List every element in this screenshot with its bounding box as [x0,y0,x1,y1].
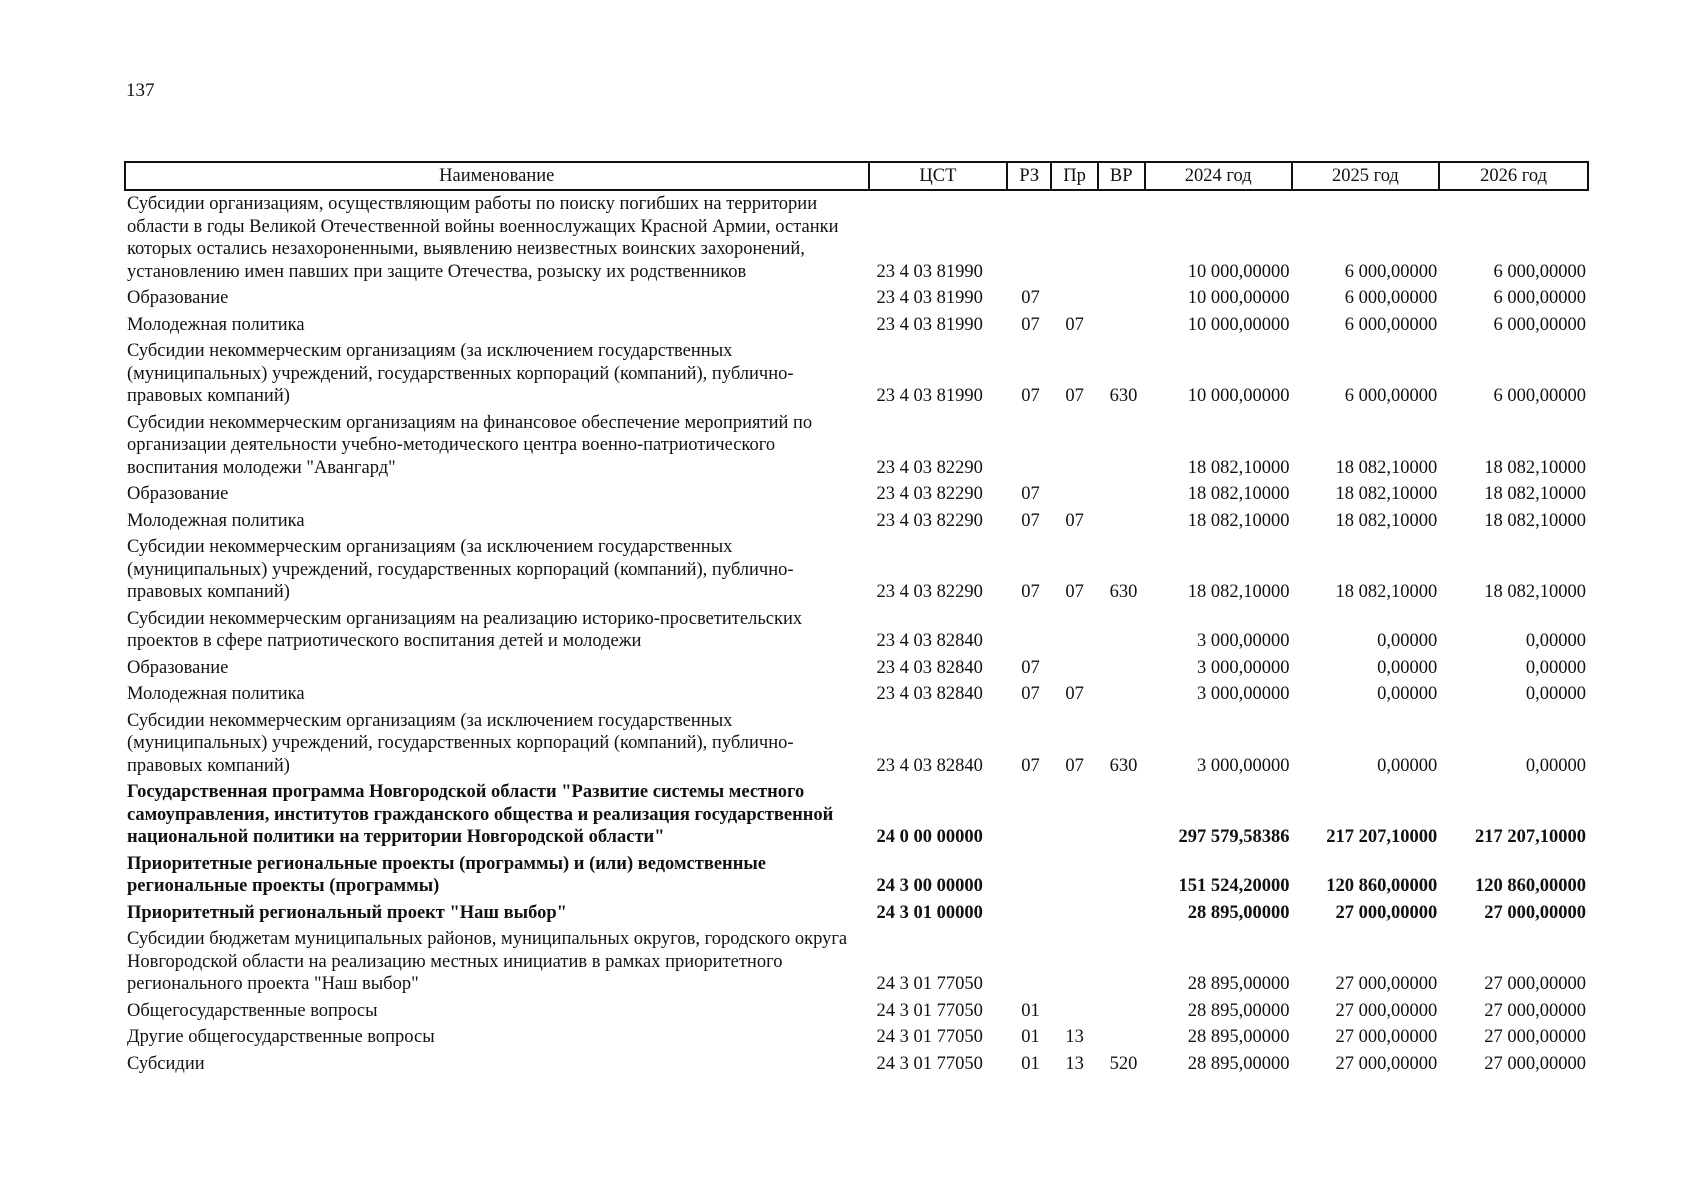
cell-vr [1098,481,1145,508]
table-row [125,900,1588,927]
cell-2025: 27 000,00000 [1335,902,1438,923]
table-row [125,708,1588,780]
cell-2026: 6 000,00000 [1493,261,1586,282]
cell-cst: 24 3 01 00000 [876,902,983,923]
header-rz: РЗ [1007,162,1051,190]
cell-name: Приоритетные региональные проекты (программы) и (или) ведомственные региональные проекты (программы) [127,853,767,896]
table-row [125,508,1588,535]
cell-name: Молодежная политика [127,314,305,335]
cell-2024: 297 579,58386 [1178,827,1290,847]
cell-2025: 27 000,00000 [1335,974,1438,994]
page-number: 137 [126,80,155,101]
cell-rz: 01 [1021,1000,1040,1021]
cell-cst: 24 3 00 00000 [876,876,983,896]
cell-pr [1051,481,1097,508]
cell-pr: 07 [1065,386,1084,406]
cell-2026: 18 082,10000 [1484,484,1586,504]
cell-name: Молодежная политика [127,510,305,531]
header-pr: Пр [1051,162,1097,190]
cell-2025: 0,00000 [1377,684,1438,704]
cell-name: Субсидии бюджетам муниципальных районов, муниципальных округов, городского округа Новгородской области на реализацию местных инициатив в рамках приоритетного регионального проекта "Наш выбор" [127,929,848,994]
table-row [125,606,1588,655]
table-row [125,681,1588,708]
cell-name: Образование [127,657,229,678]
cell-pr [1051,190,1097,285]
cell-2025: 0,00000 [1377,755,1438,776]
cell-2025: 18 082,10000 [1335,484,1438,504]
table-body [125,190,1588,1077]
cell-2024: 18 082,10000 [1187,582,1290,602]
cell-vr [1098,508,1145,535]
cell-name: Субсидии некоммерческим организациям (за исключением государственных (муниципальных) учреждений, государственных корпораций (компаний), публично-правовых компаний) [127,537,794,602]
cell-2026: 120 860,00000 [1475,876,1586,896]
cell-2026: 0,00000 [1525,684,1586,704]
cell-2025: 217 207,10000 [1326,827,1438,847]
cell-2024: 10 000,00000 [1187,314,1290,335]
cell-2026: 27 000,00000 [1484,974,1586,994]
cell-pr: 07 [1065,314,1084,335]
table-row [125,312,1588,339]
header-2026: 2026 год [1439,162,1588,190]
cell-rz: 07 [1021,657,1040,678]
cell-2025: 6 000,00000 [1344,314,1438,335]
cell-2024: 18 082,10000 [1187,484,1290,504]
cell-cst: 23 4 03 82840 [876,631,983,651]
cell-pr: 07 [1065,684,1084,704]
cell-cst: 23 4 03 81990 [876,288,983,308]
table-row [125,1051,1588,1078]
cell-2025: 0,00000 [1377,631,1438,651]
table-row [125,190,1588,285]
cell-vr [1098,681,1145,708]
cell-2024: 28 895,00000 [1187,1027,1290,1047]
cell-vr [1098,779,1145,851]
cell-rz [1007,900,1051,927]
cell-vr [1098,926,1145,998]
cell-name: Молодежная политика [127,684,305,704]
header-2025: 2025 год [1292,162,1440,190]
cell-vr: 520 [1109,1053,1138,1074]
cell-pr [1051,410,1097,482]
cell-2026: 18 082,10000 [1484,457,1586,478]
cell-vr [1098,655,1145,682]
table-row [125,779,1588,851]
cell-rz: 07 [1021,288,1040,308]
cell-vr [1098,410,1145,482]
cell-2024: 3 000,00000 [1197,684,1290,704]
cell-2025: 27 000,00000 [1335,1053,1438,1074]
cell-pr [1051,606,1097,655]
cell-rz [1007,606,1051,655]
cell-2026: 0,00000 [1525,657,1586,678]
cell-2025: 6 000,00000 [1344,288,1438,308]
cell-2024: 18 082,10000 [1187,510,1290,531]
cell-2026: 6 000,00000 [1493,314,1586,335]
cell-2024: 28 895,00000 [1187,1000,1290,1021]
cell-cst: 23 4 03 81990 [876,261,983,282]
cell-cst: 23 4 03 81990 [876,314,983,335]
cell-cst: 23 4 03 82840 [876,684,983,704]
cell-2024: 10 000,00000 [1187,261,1290,282]
cell-cst: 23 4 03 82290 [876,484,983,504]
cell-2026: 217 207,10000 [1475,827,1586,847]
cell-cst: 23 4 03 82840 [876,657,983,678]
cell-2026: 6 000,00000 [1493,288,1586,308]
cell-name: Субсидии организациям, осуществляющим работы по поиску погибших на территории области в годы Великой Отечественной войны военнослужащих Красной Армии, останки которых остались незахороненными, выявлению неизвестных воинских захоронений, установлению имен павших при защите Отечества, розыску их родственников [127,194,839,282]
cell-2024: 18 082,10000 [1187,457,1290,478]
cell-vr [1098,312,1145,339]
cell-cst: 23 4 03 82290 [876,457,983,478]
table-row [125,851,1588,900]
cell-2025: 18 082,10000 [1335,582,1438,602]
cell-name: Субсидии некоммерческим организациям (за исключением государственных (муниципальных) учреждений, государственных корпораций (компаний), публично-правовых компаний) [127,341,794,406]
cell-2026: 18 082,10000 [1484,582,1586,602]
cell-vr: 630 [1109,755,1138,776]
cell-pr: 13 [1065,1053,1084,1074]
cell-vr [1098,1024,1145,1051]
cell-2025: 6 000,00000 [1344,261,1438,282]
cell-vr [1098,285,1145,312]
cell-name: Образование [127,484,229,504]
cell-2024: 3 000,00000 [1197,657,1290,678]
cell-2024: 151 524,20000 [1178,876,1290,896]
cell-pr: 07 [1065,755,1084,776]
cell-2026: 18 082,10000 [1484,510,1586,531]
cell-name: Общегосударственные вопросы [127,1000,378,1021]
cell-cst: 24 3 01 77050 [876,1053,983,1074]
cell-rz: 07 [1021,386,1040,406]
table-row [125,285,1588,312]
cell-pr [1051,900,1097,927]
cell-rz: 07 [1021,484,1040,504]
cell-2025: 0,00000 [1377,657,1438,678]
header-cst: ЦСТ [869,162,1008,190]
cell-pr [1051,285,1097,312]
cell-rz [1007,190,1051,285]
cell-2026: 0,00000 [1525,755,1586,776]
cell-vr [1098,900,1145,927]
cell-name: Другие общегосударственные вопросы [127,1027,435,1047]
cell-name: Образование [127,288,229,308]
cell-name: Субсидии некоммерческим организациям на финансовое обеспечение мероприятий по организации деятельности учебно-методического центра военно-патриотического воспитания молодежи "Авангард" [127,412,813,478]
cell-2024: 28 895,00000 [1187,1053,1290,1074]
cell-2026: 6 000,00000 [1493,386,1586,406]
cell-rz [1007,410,1051,482]
cell-name: Субсидии некоммерческим организациям (за исключением государственных (муниципальных) учреждений, государственных корпораций (компаний), публично-правовых компаний) [127,710,794,776]
cell-vr [1098,606,1145,655]
cell-pr [1051,779,1097,851]
table-row [125,410,1588,482]
cell-rz: 07 [1021,755,1040,776]
table-row [125,338,1588,410]
cell-pr [1051,655,1097,682]
cell-name: Приоритетный региональный проект "Наш выбор" [127,902,567,923]
cell-pr: 07 [1065,582,1084,602]
cell-2026: 27 000,00000 [1484,1053,1586,1074]
cell-rz [1007,851,1051,900]
cell-rz [1007,779,1051,851]
cell-rz: 07 [1021,510,1040,531]
cell-cst: 23 4 03 82840 [876,755,983,776]
cell-cst: 24 0 00 00000 [876,827,983,847]
cell-rz: 07 [1021,684,1040,704]
cell-2026: 27 000,00000 [1484,1000,1586,1021]
header-vr: ВР [1098,162,1145,190]
cell-2025: 27 000,00000 [1335,1027,1438,1047]
cell-vr [1098,190,1145,285]
cell-rz: 07 [1021,582,1040,602]
cell-pr [1051,851,1097,900]
cell-cst: 24 3 01 77050 [876,974,983,994]
cell-name: Субсидии некоммерческим организациям на реализацию историко-просветительских проектов в сфере патриотического воспитания детей и молодежи [127,608,803,651]
cell-vr [1098,851,1145,900]
cell-2025: 18 082,10000 [1335,457,1438,478]
cell-rz [1007,926,1051,998]
budget-table [124,161,1589,1077]
cell-pr [1051,998,1097,1025]
cell-2026: 27 000,00000 [1484,1027,1586,1047]
header-2024: 2024 год [1145,162,1292,190]
header-name: Наименование [125,162,869,190]
cell-name: Государственная программа Новгородской области "Развитие системы местного самоуправления, институтов гражданского общества и реализация государственной национальной политики на территории Новгородской области" [127,782,834,847]
cell-2025: 6 000,00000 [1344,386,1438,406]
cell-cst: 23 4 03 82290 [876,510,983,531]
cell-2025: 18 082,10000 [1335,510,1438,531]
cell-2024: 28 895,00000 [1187,974,1290,994]
table-row [125,655,1588,682]
cell-2024: 10 000,00000 [1187,288,1290,308]
cell-2026: 27 000,00000 [1484,902,1586,923]
cell-rz: 01 [1021,1027,1040,1047]
table-row [125,534,1588,606]
cell-2024: 10 000,00000 [1187,386,1290,406]
cell-pr [1051,926,1097,998]
table-row [125,998,1588,1025]
cell-pr: 13 [1065,1027,1084,1047]
cell-2025: 27 000,00000 [1335,1000,1438,1021]
cell-rz: 07 [1021,314,1040,335]
cell-2025: 120 860,00000 [1326,876,1438,896]
cell-vr [1098,998,1145,1025]
cell-pr: 07 [1065,510,1084,531]
cell-rz: 01 [1021,1053,1040,1074]
cell-cst: 24 3 01 77050 [876,1000,983,1021]
table-row [125,1024,1588,1051]
table-header-row [125,162,1588,190]
cell-cst: 23 4 03 81990 [876,386,983,406]
cell-cst: 24 3 01 77050 [876,1027,983,1047]
cell-2024: 3 000,00000 [1197,755,1290,776]
cell-vr: 630 [1109,582,1138,602]
table-row [125,481,1588,508]
cell-cst: 23 4 03 82290 [876,582,983,602]
table-row [125,926,1588,998]
cell-2026: 0,00000 [1525,631,1586,651]
cell-name: Субсидии [127,1053,205,1074]
cell-vr: 630 [1109,386,1138,406]
cell-2024: 28 895,00000 [1187,902,1290,923]
cell-2024: 3 000,00000 [1197,631,1290,651]
